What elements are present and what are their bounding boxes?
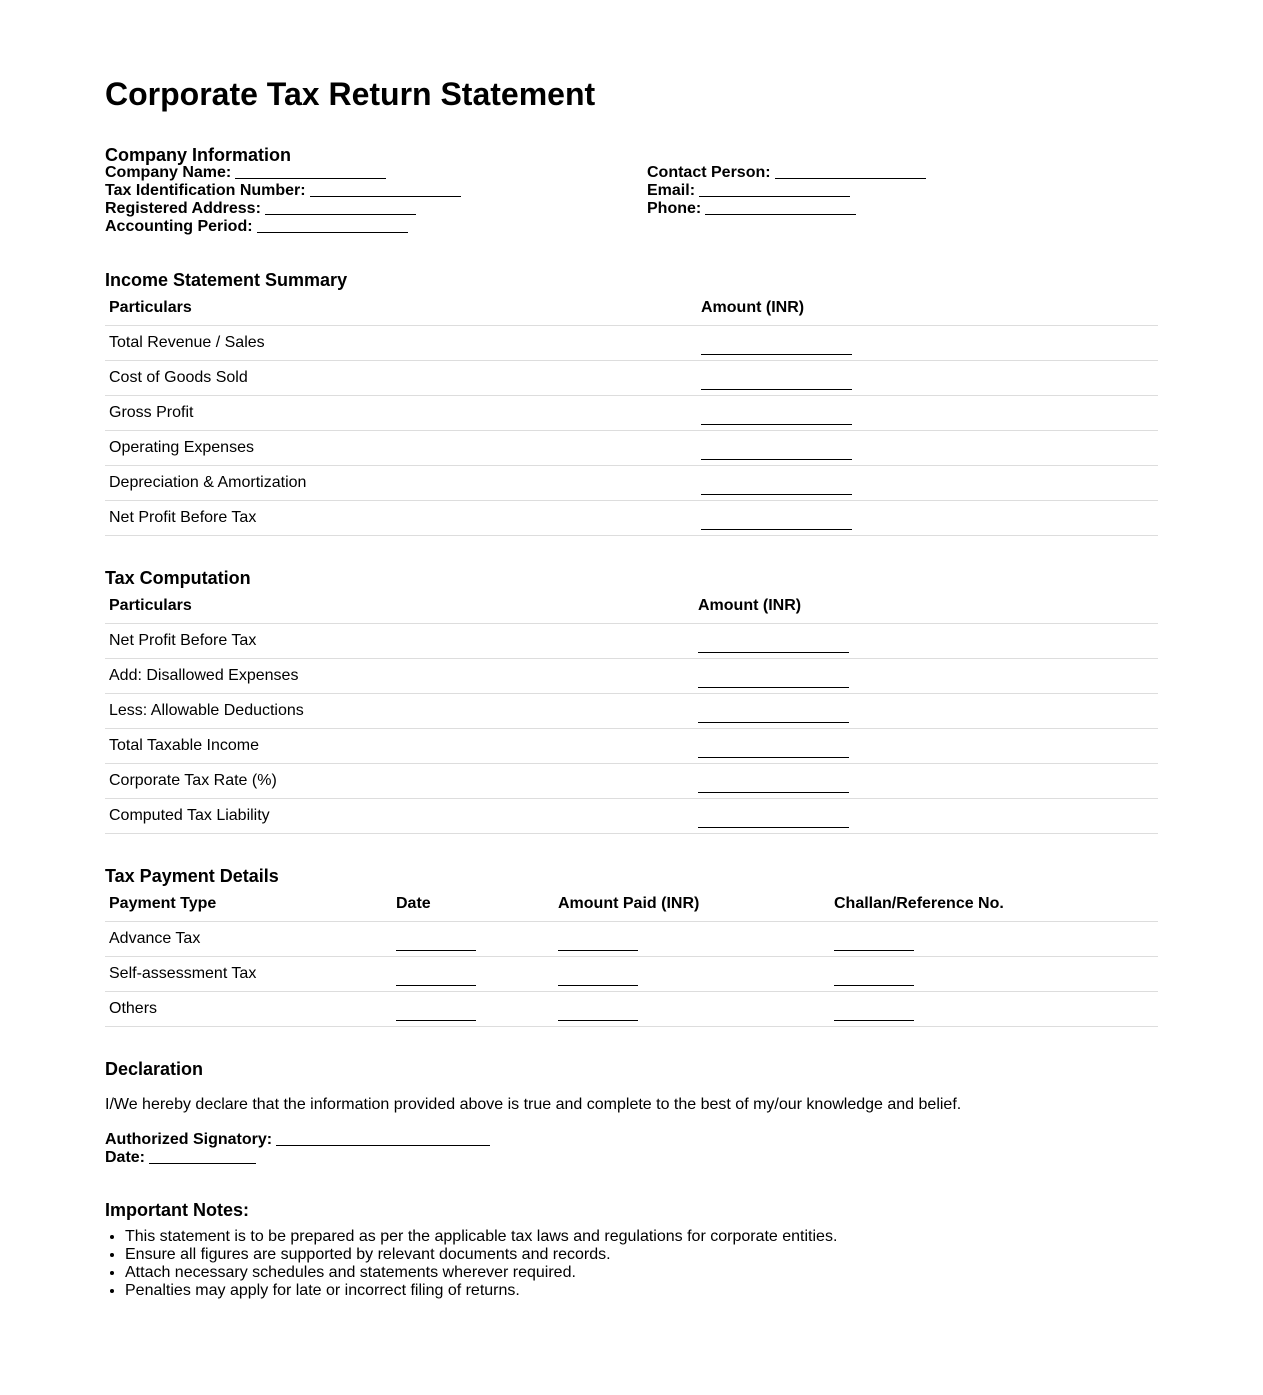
row-label: Total Revenue / Sales xyxy=(105,326,697,361)
table-row xyxy=(105,799,1158,834)
row-label: Cost of Goods Sold xyxy=(105,361,697,396)
contact-person-blank[interactable] xyxy=(775,177,926,179)
amount-cell xyxy=(697,361,1158,396)
amount-cell xyxy=(694,694,1158,729)
amount-blank[interactable] xyxy=(701,388,852,390)
row-label: Corporate Tax Rate (%) xyxy=(105,764,694,799)
table-row xyxy=(105,501,1158,536)
table-row xyxy=(105,326,1158,361)
accounting-period-blank[interactable] xyxy=(257,231,408,233)
email-label: Email: xyxy=(647,182,696,199)
table-row xyxy=(105,466,1158,501)
challan-blank[interactable] xyxy=(834,1019,914,1021)
amount-blank[interactable] xyxy=(698,686,849,688)
challan-blank[interactable] xyxy=(834,949,914,951)
amount-cell xyxy=(694,729,1158,764)
date-blank[interactable] xyxy=(396,984,476,986)
phone-field xyxy=(647,200,926,218)
row-label: Add: Disallowed Expenses xyxy=(105,659,694,694)
row-label: Net Profit Before Tax xyxy=(105,501,697,536)
company-name-blank[interactable] xyxy=(235,177,386,179)
tax-payment-table xyxy=(105,886,1158,1027)
company-name-field xyxy=(105,164,461,182)
amount-cell xyxy=(554,992,830,1027)
registered-address-field xyxy=(105,200,461,218)
registered-address-blank[interactable] xyxy=(265,213,416,215)
amount-cell xyxy=(694,624,1158,659)
tax-computation-heading: Tax Computation xyxy=(105,568,251,588)
date-cell xyxy=(392,957,554,992)
amount-blank[interactable] xyxy=(701,528,852,530)
declaration-text: I/We hereby declare that the information provided above is true and complete to the best of my/our knowledge and belief. xyxy=(105,1096,962,1113)
column-header-date: Date xyxy=(392,886,554,922)
amount-blank[interactable] xyxy=(698,826,849,828)
table-row xyxy=(105,729,1158,764)
table-row xyxy=(105,764,1158,799)
date-blank[interactable] xyxy=(396,1019,476,1021)
phone-label: Phone: xyxy=(647,200,702,217)
row-label: Others xyxy=(105,992,392,1027)
authorized-signatory-blank[interactable] xyxy=(276,1144,490,1146)
accounting-period-label: Accounting Period: xyxy=(105,218,253,235)
amount-blank[interactable] xyxy=(558,1019,638,1021)
table-row xyxy=(105,659,1158,694)
challan-cell xyxy=(830,957,1158,992)
table-row xyxy=(105,431,1158,466)
amount-cell xyxy=(694,799,1158,834)
email-field xyxy=(647,182,926,200)
column-header-amount-paid: Amount Paid (INR) xyxy=(554,886,830,922)
table-row xyxy=(105,694,1158,729)
list-item: • Penalties may apply for late or incorrect filing of returns. xyxy=(125,1282,837,1300)
table-row xyxy=(105,624,1158,659)
challan-blank[interactable] xyxy=(834,984,914,986)
amount-blank[interactable] xyxy=(701,493,852,495)
email-blank[interactable] xyxy=(699,195,850,197)
column-header-payment-type: Payment Type xyxy=(105,886,392,922)
amount-cell xyxy=(697,326,1158,361)
amount-cell xyxy=(694,764,1158,799)
declaration-date-blank[interactable] xyxy=(149,1162,256,1164)
challan-cell xyxy=(830,922,1158,957)
authorized-signatory-label: Authorized Signatory: xyxy=(105,1131,273,1148)
accounting-period-field xyxy=(105,218,461,236)
tax-id-blank[interactable] xyxy=(310,195,461,197)
table-row xyxy=(105,922,1158,957)
amount-cell xyxy=(694,659,1158,694)
company-info-right xyxy=(647,164,926,218)
amount-cell xyxy=(697,396,1158,431)
list-item: • This statement is to be prepared as per the applicable tax laws and regulations for corporate entities. xyxy=(125,1228,837,1246)
tax-computation-table xyxy=(105,588,1158,834)
table-row xyxy=(105,992,1158,1027)
amount-cell xyxy=(554,922,830,957)
amount-cell xyxy=(697,501,1158,536)
row-label: Net Profit Before Tax xyxy=(105,624,694,659)
amount-blank[interactable] xyxy=(701,458,852,460)
column-header-amount: Amount (INR) xyxy=(697,290,1158,326)
row-label: Operating Expenses xyxy=(105,431,697,466)
amount-blank[interactable] xyxy=(698,721,849,723)
table-header-row xyxy=(105,886,1158,922)
amount-cell xyxy=(697,466,1158,501)
signature-block xyxy=(105,1131,490,1167)
amount-blank[interactable] xyxy=(701,353,852,355)
tax-id-field xyxy=(105,182,461,200)
declaration-heading: Declaration xyxy=(105,1059,204,1079)
document-title: Corporate Tax Return Statement xyxy=(105,76,596,112)
amount-blank[interactable] xyxy=(558,984,638,986)
row-label: Less: Allowable Deductions xyxy=(105,694,694,729)
row-label: Computed Tax Liability xyxy=(105,799,694,834)
table-header-row xyxy=(105,290,1158,326)
registered-address-label: Registered Address: xyxy=(105,200,261,217)
amount-blank[interactable] xyxy=(698,756,849,758)
important-notes-list xyxy=(105,1228,837,1300)
table-header-row xyxy=(105,588,1158,624)
company-info-heading: Company Information xyxy=(105,145,292,165)
income-statement-table xyxy=(105,290,1158,536)
important-notes-heading: Important Notes: xyxy=(105,1200,249,1220)
tax-id-label: Tax Identification Number: xyxy=(105,182,306,199)
date-cell xyxy=(392,922,554,957)
amount-cell xyxy=(554,957,830,992)
row-label: Total Taxable Income xyxy=(105,729,694,764)
table-row xyxy=(105,361,1158,396)
row-label: Gross Profit xyxy=(105,396,697,431)
challan-cell xyxy=(830,992,1158,1027)
amount-blank[interactable] xyxy=(701,423,852,425)
table-row xyxy=(105,396,1158,431)
amount-blank[interactable] xyxy=(698,791,849,793)
authorized-signatory-field xyxy=(105,1131,490,1149)
row-label: Depreciation & Amortization xyxy=(105,466,697,501)
column-header-amount: Amount (INR) xyxy=(694,588,1158,624)
declaration-date-field xyxy=(105,1149,490,1167)
row-label: Self-assessment Tax xyxy=(105,957,392,992)
amount-blank[interactable] xyxy=(698,651,849,653)
date-cell xyxy=(392,992,554,1027)
tax-payment-heading: Tax Payment Details xyxy=(105,866,279,886)
company-info-left xyxy=(105,164,461,236)
row-label: Advance Tax xyxy=(105,922,392,957)
amount-blank[interactable] xyxy=(558,949,638,951)
company-name-label: Company Name: xyxy=(105,164,232,181)
phone-blank[interactable] xyxy=(705,213,856,215)
table-row xyxy=(105,957,1158,992)
list-item: • Ensure all figures are supported by relevant documents and records. xyxy=(125,1246,837,1264)
income-statement-heading: Income Statement Summary xyxy=(105,270,348,290)
amount-cell xyxy=(697,431,1158,466)
column-header-challan: Challan/Reference No. xyxy=(830,886,1158,922)
contact-person-label: Contact Person: xyxy=(647,164,771,181)
date-blank[interactable] xyxy=(396,949,476,951)
column-header-particulars: Particulars xyxy=(105,290,697,326)
declaration-date-label: Date: xyxy=(105,1149,146,1166)
column-header-particulars: Particulars xyxy=(105,588,694,624)
contact-person-field xyxy=(647,164,926,182)
list-item: • Attach necessary schedules and statements wherever required. xyxy=(125,1264,837,1282)
